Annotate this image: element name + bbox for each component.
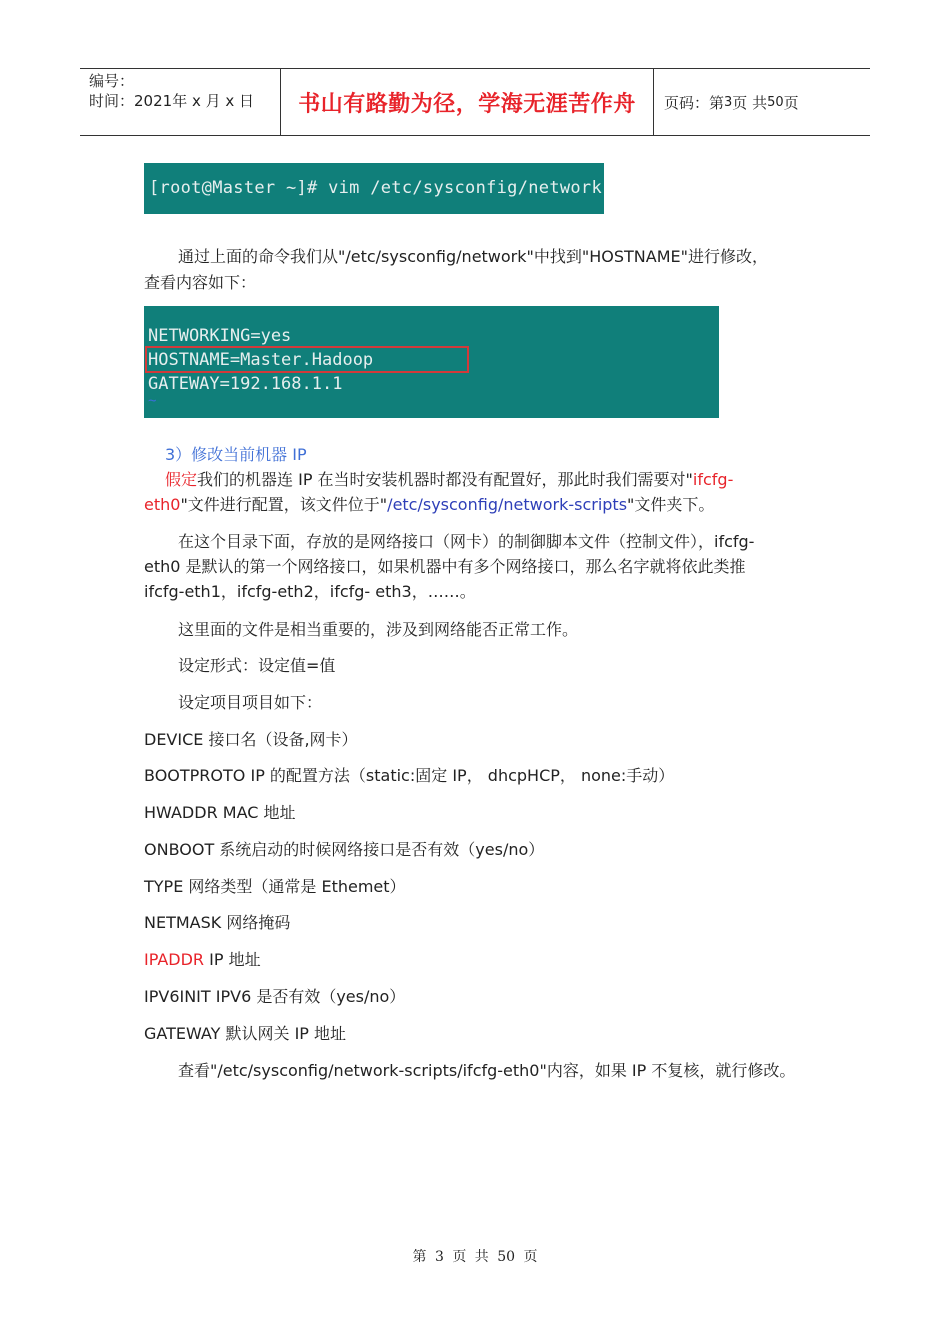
terminal-line-networking: NETWORKING=yes [148, 326, 292, 346]
ipaddr-rest: IP 地址 [204, 950, 261, 969]
item-ipaddr [144, 947, 261, 972]
terminal-line-hostname: HOSTNAME=Master.Hadoop [148, 350, 374, 370]
page-end: 页 [783, 93, 799, 112]
header-page-info [654, 69, 870, 135]
para2-text2: "文件进行配置，该文件位于" [180, 495, 388, 514]
page-total: 50 [767, 94, 784, 110]
header-motto: 书山有路勤为径，学海无涯苦作舟 [281, 69, 654, 135]
footer-d: 共 [474, 1249, 489, 1265]
para2-red-ifcfg: ifcfg- [692, 470, 734, 489]
para2-red-eth0: eth0 [144, 495, 181, 514]
item-device: DEVICE 接口名（设备,网卡） [144, 730, 358, 749]
footer-a: 第 [412, 1249, 427, 1265]
page-number: 3 [724, 94, 733, 110]
item-bootproto: BOOTPROTO IP 的配置方法（static:固定 IP， dhcpHCP， none:手动） [144, 766, 675, 785]
para2-text1: 我们的机器连 IP 在当时安装机器时都没有配置好，那此时我们需要对" [197, 470, 693, 489]
para2-text3: "文件夹下。 [627, 495, 715, 514]
footer-c: 页 [452, 1249, 467, 1265]
terminal-tilde: ~ [148, 393, 157, 409]
terminal-line-gateway: GATEWAY=192.168.1.1 [148, 374, 343, 394]
para2-blue-path: /etc/sysconfig/network-scripts [387, 495, 628, 514]
para3-line3: ifcfg-eth1，ifcfg-eth2，ifcfg- eth3，……。 [144, 582, 476, 601]
item-hwaddr: HWADDR MAC 地址 [144, 803, 296, 822]
hostname-highlight-box [145, 346, 469, 373]
header-meta [80, 69, 281, 135]
date-rest: 年 x 月 x 日 [172, 92, 255, 110]
para2-line1 [165, 467, 733, 492]
para6: 设定项目项目如下： [178, 693, 323, 712]
item-netmask: NETMASK 网络掩码 [144, 913, 291, 932]
time-label: 时间： [89, 92, 135, 110]
para2-line2 [144, 492, 714, 517]
page-label: 页码：第 [664, 93, 725, 112]
para3-line1: 在这个目录下面，存放的是网络接口（网卡）的制御脚本文件（控制文件），ifcfg- [178, 532, 755, 551]
para3-line2: eth0 是默认的第一个网络接口，如果机器中有多个网络接口，那么名字就将依此类推 [144, 557, 746, 576]
item-type: TYPE 网络类型（通常是 Ethemet） [144, 877, 406, 896]
para1-line2: 查看内容如下： [144, 273, 257, 292]
item-onboot: ONBOOT 系统启动的时候网络接口是否有效（yes/no） [144, 840, 545, 859]
footer-b: 3 [434, 1249, 444, 1265]
para4: 这里面的文件是相当重要的，涉及到网络能否正常工作。 [178, 620, 579, 639]
section-heading: 3）修改当前机器 IP [165, 445, 307, 464]
para2-red-word: 假定 [165, 470, 198, 489]
number-label: 编号： [89, 72, 135, 90]
document-header [80, 68, 870, 136]
para5: 设定形式：设定值=值 [178, 656, 336, 675]
para1-line1: 通过上面的命令我们从"/etc/sysconfig/network"中找到"HOSTNAME"进行修改， [178, 247, 768, 266]
ipaddr-key: IPADDR [144, 950, 205, 969]
para7: 查看"/etc/sysconfig/network-scripts/ifcfg-eth0"内容，如果 IP 不复核，就行修改。 [178, 1061, 796, 1080]
page-mid: 页 共 [732, 93, 768, 112]
page-footer [0, 1246, 950, 1266]
item-ipv6init: IPV6INIT IPV6 是否有效（yes/no） [144, 987, 406, 1006]
date-line [89, 91, 280, 111]
footer-e: 50 [497, 1249, 516, 1265]
date-year: 2021 [134, 92, 173, 110]
item-gateway: GATEWAY 默认网关 IP 地址 [144, 1024, 347, 1043]
terminal-command-screenshot: [root@Master ~]# vim /etc/sysconfig/network [144, 163, 604, 214]
footer-f: 页 [523, 1249, 538, 1265]
